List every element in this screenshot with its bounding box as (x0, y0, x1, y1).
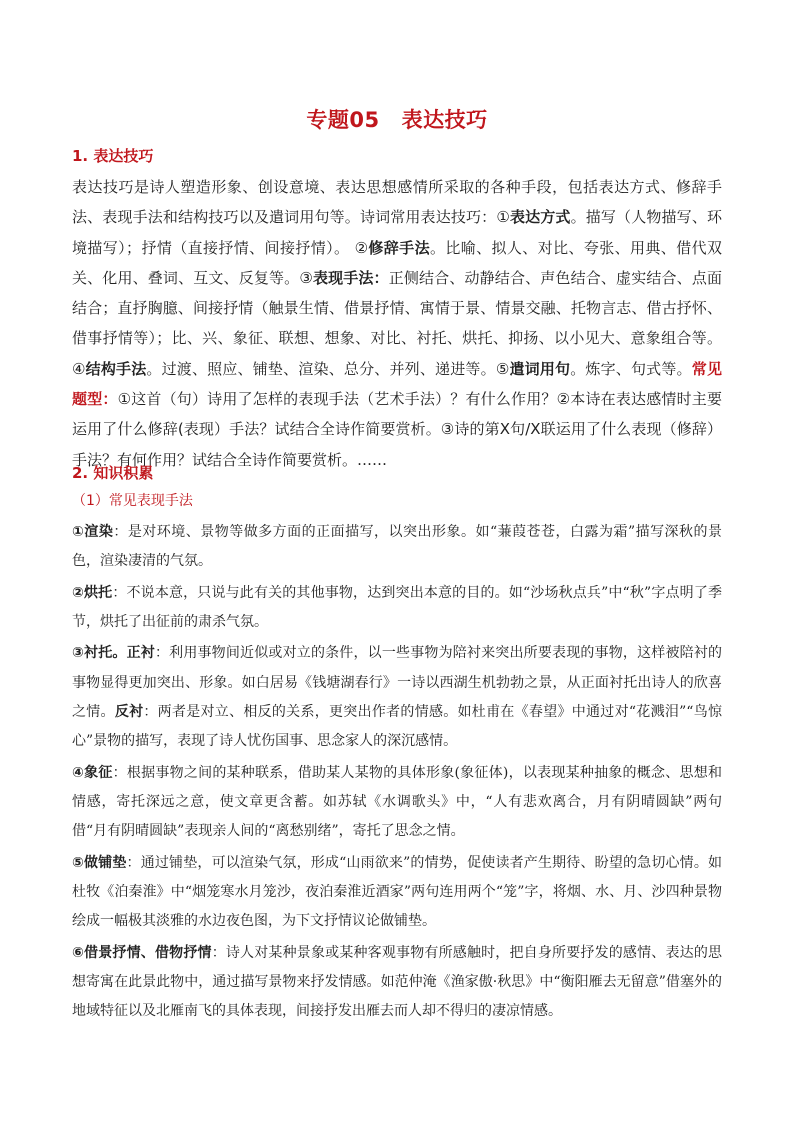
intro-text-b: 。描写（人物描写、环境描写）；抒情（直接抒情、间接抒情）。 (72, 208, 722, 257)
term-rhetoric: 修辞手法 (368, 238, 430, 257)
title-number: 专题05 (306, 108, 380, 132)
technique-list (72, 518, 722, 1029)
num-1: ① (496, 208, 510, 227)
section-2-subheading: （1）常见表现手法 (72, 493, 193, 509)
item-num: ⑥ (72, 944, 85, 961)
item-term-secondary: 反衬 (114, 704, 144, 721)
item-term: 渲染 (84, 524, 114, 540)
item-text-secondary: ：两者是对立、相反的关系，更突出作者的情感。如杜甫在《春望》中通过对“花溅泪”“鸟惊心”景物的描写，表现了诗人忧伤国事、思念家人的深沉感情。 (72, 704, 723, 750)
term-expression-mode: 表达方式 (509, 208, 571, 227)
item-num: ⑤ (72, 854, 85, 871)
intro-text-e: 。过渡、照应、铺垫、渲染、总分、并列、递进等。 (146, 359, 496, 378)
intro-text-a: 表达技巧是诗人塑造形象、创设意境、表达思想感情所采取的各种手段，包括表达方式、修辞手法、表现手法和结构技巧以及遣词用句等。诗词常用表达技巧： (72, 178, 722, 227)
item-text: ：不说本意，只说与此有关的其他事物，达到突出本意的目的。如“沙场秋点兵”中“秋”字点明了季节，烘托了出征前的肃杀气氛。 (72, 584, 722, 631)
num-3: ③ (299, 268, 313, 287)
term-wording: 遣词用句 (509, 359, 571, 378)
list-item-contrast (72, 639, 722, 757)
item-term: 烘托 (84, 584, 113, 601)
item-text: ：是对环境、景物等做多方面的正面描写，以突出形象。如“蒹葭苍苍，白露为霜”描写深秋的景色，渲染凄清的气氛。 (72, 524, 723, 570)
item-text: ：根据事物之间的某种联系，借助某人某物的具体形象(象征体)，以表现某种抽象的概念、思想和情感，寄托深远之意，使文章更含蓄。如苏轼《水调歌头》中，“人有悲欢离合，月有阴晴圆缺”两句借“月有阴晴圆缺”表现亲人间的“离愁别绪”，寄托了思念之情。 (72, 764, 723, 840)
page-title (0, 104, 794, 134)
list-item-symbolism (72, 759, 722, 847)
item-num: ① (72, 524, 85, 540)
title-name: 表达技巧 (401, 108, 488, 132)
intro-text-c: 。比喻、拟人、对比、夸张、用典、借代双关、化用、叠词、互文、反复等。 (72, 238, 722, 287)
item-term: 衬托。正衬 (84, 645, 155, 662)
item-text: ：诗人对某种景象或某种客观事物有所感触时，把自身所要抒发的感情、表达的思想寄寓在此景此物中，通过描写景物来抒发情感。如范仲淹《渔家傲·秋思》中“衡阳雁去无留意”借塞外的地域特征以及北雁南飞的具体表现，间接抒发出雁去而人却不得归的凄凉情感。 (72, 944, 723, 1020)
term-structure: 结构手法 (85, 359, 147, 378)
item-num: ④ (72, 764, 85, 781)
section-2-heading: 2. 知识积累 (72, 464, 154, 482)
item-num: ② (72, 584, 85, 601)
list-item-rendering (72, 518, 722, 577)
item-term: 做铺垫 (84, 854, 127, 871)
intro-text-f: 。炼字、句式等。 (570, 359, 692, 378)
intro-text-g: ①这首（句）诗用了怎样的表现手法（艺术手法）？有什么作用？②本诗在表达感情时主要运用了什么修辞(表现）手法？试结合全诗作简要赏析。③诗的第X句/X联运用了什么表现（修辞）手法？有何作用？试结合全诗作简要赏析。…… (72, 390, 722, 469)
list-item-setting-off (72, 579, 722, 638)
intro-text-d: 正侧结合、动静结合、声色结合、虚实结合、点面结合；直抒胸臆、间接抒情（触景生情、借景抒情、寓情于景、情景交融、托物言志、借古抒怀、借事抒情等）；比、兴、象征、联想、想象、对比、衬托、烘托、抑扬、以小见大、意象组合等。 (72, 268, 722, 348)
item-text: ：通过铺垫，可以渲染气氛，形成“山雨欲来”的情势，促使读者产生期待、盼望的急切心情。如杜牧《泊秦淮》中“烟笼寒水月笼沙，夜泊秦淮近酒家”两句连用两个“笼”字，将烟、水、月、沙四种景物绘成一幅极其淡雅的水边夜色图，为下文抒情议论做铺垫。 (72, 854, 723, 930)
num-2: ② (354, 238, 369, 257)
section-1-heading: 1. 表达技巧 (72, 147, 154, 165)
num-4: ④ (72, 359, 86, 378)
section-1-body (72, 172, 722, 475)
item-term: 借景抒情、借物抒情 (84, 944, 212, 961)
term-technique: 表现手法： (312, 268, 389, 287)
num-5: ⑤ (495, 359, 510, 378)
term-question-types: 常见题型： (72, 359, 722, 409)
list-item-foreshadowing (72, 849, 722, 937)
list-item-scene-emotion (72, 939, 722, 1027)
item-term: 象征 (84, 764, 113, 781)
item-num: ③ (72, 645, 85, 662)
item-text: ：利用事物间近似或对立的条件，以一些事物为陪衬来突出所要表现的事物，这样被陪衬的事物显得更加突出、形象。如白居易《钱塘湖春行》一诗以西湖生机勃勃之景，从正面衬托出诗人的欣喜之情。 (72, 645, 723, 721)
